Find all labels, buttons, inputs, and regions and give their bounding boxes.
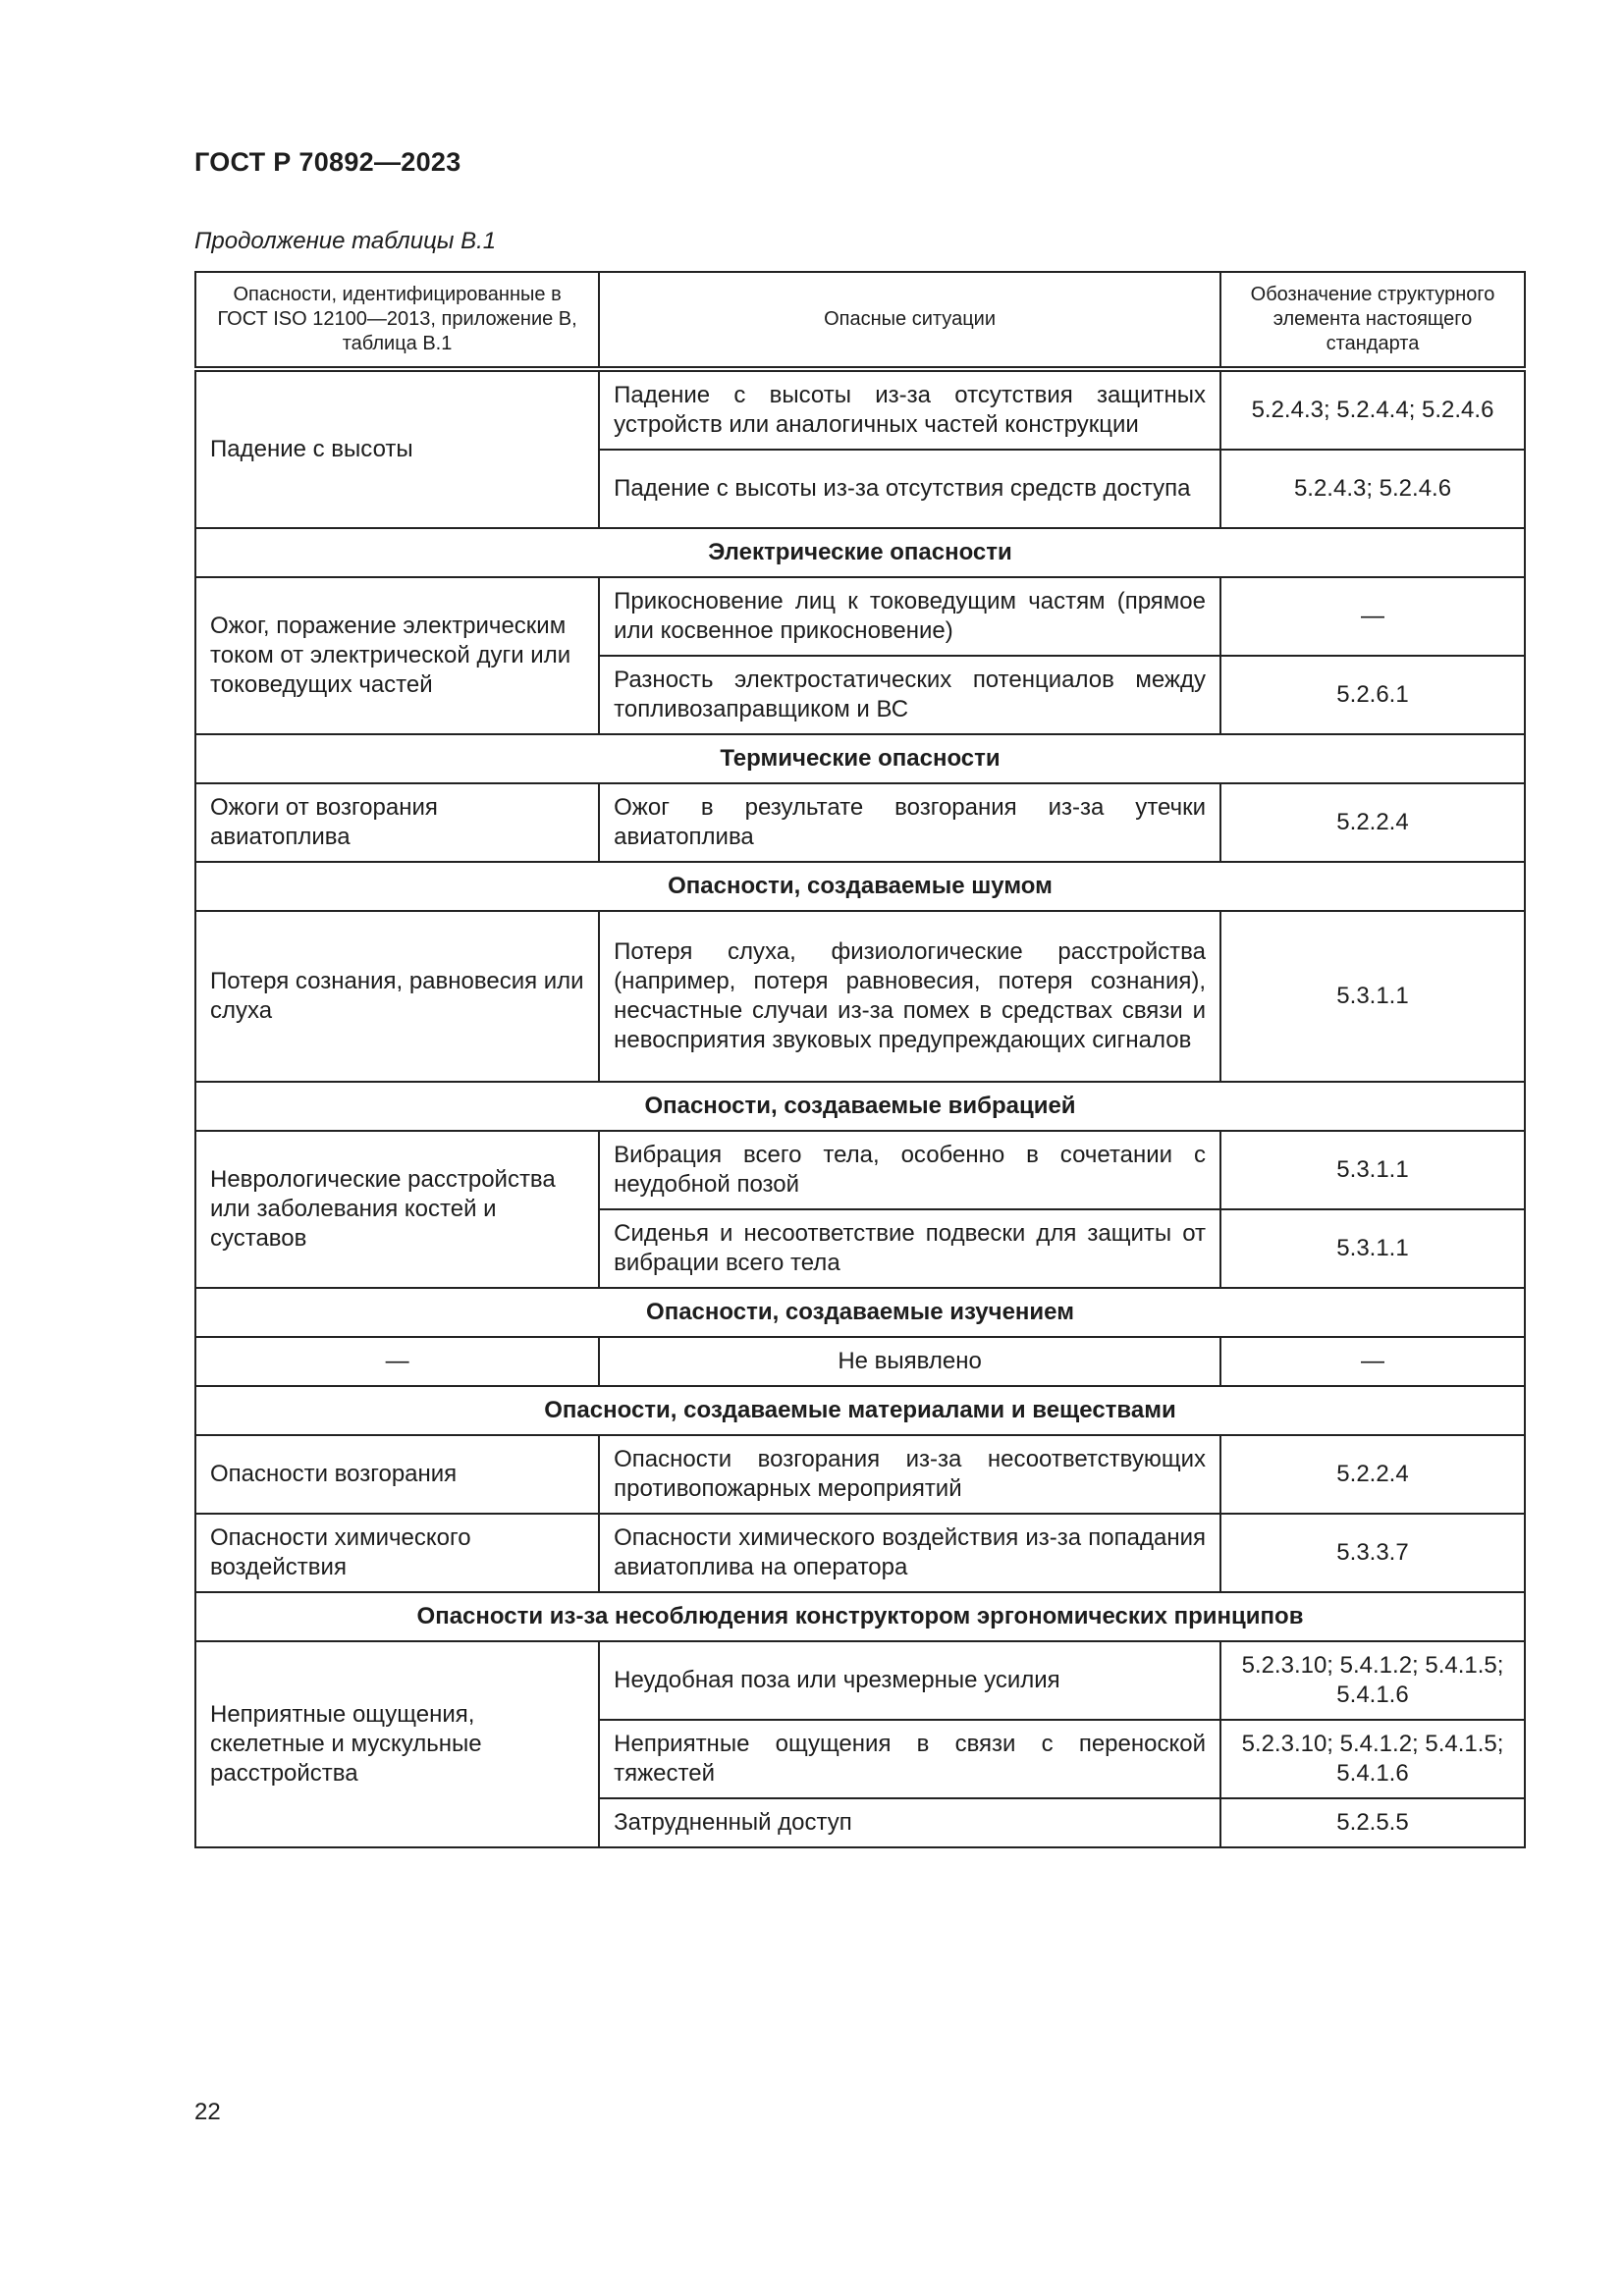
- reference-cell: —: [1220, 577, 1525, 656]
- hazard-cell: Потеря сознания, равновесия или слуха: [195, 911, 599, 1082]
- hazard-cell: Неприятные ощущения, скелетные и мускульные расстройства: [195, 1641, 599, 1847]
- section-row-thermal: [195, 734, 1525, 783]
- table-row: [195, 911, 1525, 1082]
- situation-cell: Опасности химического воздействия из-за попадания авиатоплива на оператора: [599, 1514, 1220, 1592]
- reference-cell: 5.2.3.10; 5.4.1.2; 5.4.1.5; 5.4.1.6: [1220, 1641, 1525, 1720]
- section-row-noise: [195, 862, 1525, 911]
- situation-cell: Сиденья и несоответствие подвески для защиты от вибрации всего тела: [599, 1209, 1220, 1288]
- situation-cell: Вибрация всего тела, особенно в сочетании с неудобной позой: [599, 1131, 1220, 1209]
- table-row: [195, 1435, 1525, 1514]
- reference-cell: 5.2.2.4: [1220, 783, 1525, 862]
- situation-cell: Падение с высоты из-за отсутствия средств доступа: [599, 450, 1220, 528]
- situation-cell: Затрудненный доступ: [599, 1798, 1220, 1847]
- situation-cell: Падение с высоты из-за отсутствия защитных устройств или аналогичных частей конструкции: [599, 369, 1220, 450]
- section-title: Термические опасности: [195, 734, 1525, 783]
- table-caption: Продолжение таблицы В.1: [194, 228, 497, 254]
- hazard-cell: Неврологические расстройства или заболевания костей и суставов: [195, 1131, 599, 1288]
- table-row: [195, 1641, 1525, 1720]
- hazard-cell: Ожоги от возгорания авиатоплива: [195, 783, 599, 862]
- reference-cell: 5.3.1.1: [1220, 1209, 1525, 1288]
- table-row: [195, 1514, 1525, 1592]
- hazard-cell: Ожог, поражение электрическим током от электрической дуги или токоведущих частей: [195, 577, 599, 734]
- reference-cell: 5.2.2.4: [1220, 1435, 1525, 1514]
- section-title: Опасности, создаваемые изучением: [195, 1288, 1525, 1337]
- table-row: [195, 1131, 1525, 1209]
- section-title: Опасности из-за несоблюдения конструктором эргономических принципов: [195, 1592, 1525, 1641]
- table-header-row: [195, 272, 1525, 369]
- reference-cell: 5.2.4.3; 5.2.4.6: [1220, 450, 1525, 528]
- hazards-table: [194, 271, 1526, 1848]
- column-header-reference: Обозначение структурного элемента настоящего стандарта: [1220, 272, 1525, 369]
- reference-cell: 5.2.5.5: [1220, 1798, 1525, 1847]
- section-title: Опасности, создаваемые шумом: [195, 862, 1525, 911]
- column-header-hazards: Опасности, идентифицированные в ГОСТ ISO 12100—2013, приложение В, таблица В.1: [195, 272, 599, 369]
- situation-cell: Неприятные ощущения в связи с переноской тяжестей: [599, 1720, 1220, 1798]
- situation-cell: Ожог в результате возгорания из-за утечки авиатоплива: [599, 783, 1220, 862]
- section-row-electrical: [195, 528, 1525, 577]
- section-title: Опасности, создаваемые материалами и веществами: [195, 1386, 1525, 1435]
- reference-cell: 5.2.3.10; 5.4.1.2; 5.4.1.5; 5.4.1.6: [1220, 1720, 1525, 1798]
- section-title: Электрические опасности: [195, 528, 1525, 577]
- hazard-cell: Падение с высоты: [195, 369, 599, 528]
- standard-id-header: ГОСТ Р 70892—2023: [194, 147, 461, 177]
- table-row: [195, 1337, 1525, 1386]
- reference-cell: —: [1220, 1337, 1525, 1386]
- table-row: [195, 577, 1525, 656]
- situation-cell: Не выявлено: [599, 1337, 1220, 1386]
- situation-cell: Неудобная поза или чрезмерные усилия: [599, 1641, 1220, 1720]
- situation-cell: Опасности возгорания из-за несоответствующих противопожарных мероприятий: [599, 1435, 1220, 1514]
- column-header-situations: Опасные ситуации: [599, 272, 1220, 369]
- reference-cell: 5.2.4.3; 5.2.4.4; 5.2.4.6: [1220, 369, 1525, 450]
- section-row-radiation: [195, 1288, 1525, 1337]
- section-row-vibration: [195, 1082, 1525, 1131]
- situation-cell: Прикосновение лиц к токоведущим частям (прямое или косвенное прикосновение): [599, 577, 1220, 656]
- table-row: [195, 783, 1525, 862]
- section-row-ergonomic: [195, 1592, 1525, 1641]
- page-number: 22: [194, 2099, 221, 2125]
- reference-cell: 5.3.3.7: [1220, 1514, 1525, 1592]
- reference-cell: 5.3.1.1: [1220, 911, 1525, 1082]
- hazard-cell: Опасности химического воздействия: [195, 1514, 599, 1592]
- section-row-materials: [195, 1386, 1525, 1435]
- hazard-cell: —: [195, 1337, 599, 1386]
- section-title: Опасности, создаваемые вибрацией: [195, 1082, 1525, 1131]
- situation-cell: Потеря слуха, физиологические расстройства (например, потеря равновесия, потеря сознания), несчастные случаи из-за помех в средствах связи и невосприятия звуковых предупреждающих сигналов: [599, 911, 1220, 1082]
- situation-cell: Разность электростатических потенциалов между топливозаправщиком и ВС: [599, 656, 1220, 734]
- hazard-cell: Опасности возгорания: [195, 1435, 599, 1514]
- table-row: [195, 369, 1525, 450]
- reference-cell: 5.3.1.1: [1220, 1131, 1525, 1209]
- reference-cell: 5.2.6.1: [1220, 656, 1525, 734]
